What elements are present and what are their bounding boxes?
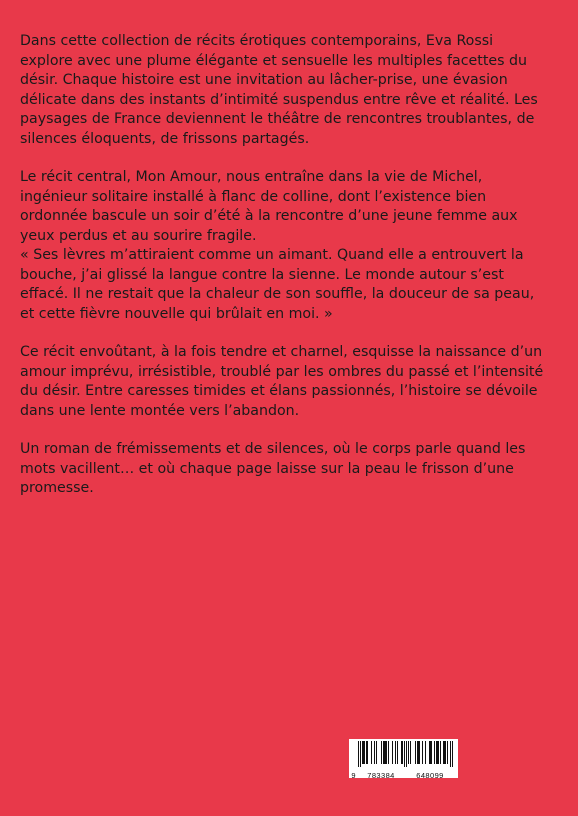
barcode-bar — [376, 741, 377, 764]
barcode-bar — [395, 741, 396, 764]
barcode-bar — [437, 741, 438, 764]
barcode-bar — [447, 741, 448, 764]
barcode-digits — [349, 766, 458, 786]
barcode-digits-left: 783384 — [367, 771, 395, 780]
barcode-bar — [383, 741, 384, 764]
barcode-bar — [440, 741, 441, 764]
barcode-bar — [450, 741, 451, 767]
barcode-bar — [385, 741, 386, 764]
barcode-bar — [360, 741, 361, 767]
barcode-bar — [358, 741, 359, 767]
barcode-bar — [438, 741, 439, 764]
intro-paragraph: Dans cette collection de récits érotiques contemporains, Eva Rossi explore avec une plume élégante et sensuelle les multiples facettes du désir. Chaque histoire est une invitation au lâcher-prise, une évasion délicate dans des instants d’intimité suspendus entre rêve et réalité. Les paysages de France deviennent le théâtre de rencontres troublantes, de silences éloquents, de frissons partagés. — [20, 33, 538, 147]
barcode-bar — [371, 741, 372, 764]
story-paragraph: Le récit central, Mon Amour, nous entraîne dans la vie de Michel, ingénieur solitaire installé à flanc de colline, dont l’existence bien ordonnée bascule un soir d’été à la rencontre d’une jeune femme aux yeux perdus et au sourire fragile. — [20, 169, 518, 244]
barcode-bar — [364, 741, 365, 764]
barcode-bar — [397, 741, 398, 764]
barcode-bar — [392, 741, 393, 764]
isbn-barcode — [349, 739, 458, 778]
barcode-digit-first: 9 — [351, 771, 356, 780]
barcode-bar — [418, 741, 419, 764]
barcode-bar — [431, 741, 432, 764]
barcode-bar — [410, 741, 411, 764]
blurb — [20, 32, 550, 518]
barcode-bar — [429, 741, 430, 764]
barcode-bar — [367, 741, 368, 764]
barcode-bar — [434, 741, 435, 764]
barcode-bar — [388, 741, 389, 764]
barcode-bar — [381, 741, 382, 764]
barcode-bars — [349, 739, 458, 767]
barcode-digits-right: 648099 — [416, 771, 444, 780]
barcode-bar — [366, 741, 367, 764]
barcode-bar — [425, 741, 426, 764]
barcode-bar — [408, 741, 409, 764]
barcode-bar — [436, 741, 437, 764]
barcode-bar — [417, 741, 418, 764]
barcode-bar — [374, 741, 375, 764]
excerpt-quote: « Ses lèvres m’attiraient comme un aimant. Quand elle a entrouvert la bouche, j’ai glissé la langue contre la sienne. Le monde autour s’est effacé. Il ne restait que la chaleur de son souffle, la douceur de sa peau, et cette fièvre nouvelle qui brûlait en moi. » — [20, 247, 535, 322]
barcode-bar — [384, 741, 385, 764]
theme-paragraph: Ce récit envoûtant, à la fois tendre et charnel, esquisse la naissance d’un amour imprévu, irrésistible, troublé par les ombres du passé et l’intensité du désir. Entre caresses timides et élans passionnés, l’histoire se dévoile dans une lente montée vers l’abandon. — [20, 344, 544, 419]
barcode-bar — [443, 741, 444, 764]
barcode-bar — [445, 741, 446, 764]
barcode-bar — [363, 741, 364, 764]
barcode-bar — [419, 741, 420, 764]
barcode-bar — [430, 741, 431, 764]
barcode-bar — [362, 741, 363, 764]
barcode-bar — [452, 741, 453, 767]
closing-paragraph: Un roman de frémissements et de silences, où le corps parle quand les mots vacillent… et où chaque page laisse sur la peau le frisson d’une promesse. — [20, 441, 526, 496]
barcode-bar — [444, 741, 445, 764]
barcode-bar — [402, 741, 403, 764]
barcode-bar — [406, 741, 407, 767]
barcode-bar — [422, 741, 423, 764]
barcode-bar — [386, 741, 387, 764]
barcode-bar — [401, 741, 402, 764]
barcode-bar — [415, 741, 416, 764]
barcode-bar — [404, 741, 405, 767]
